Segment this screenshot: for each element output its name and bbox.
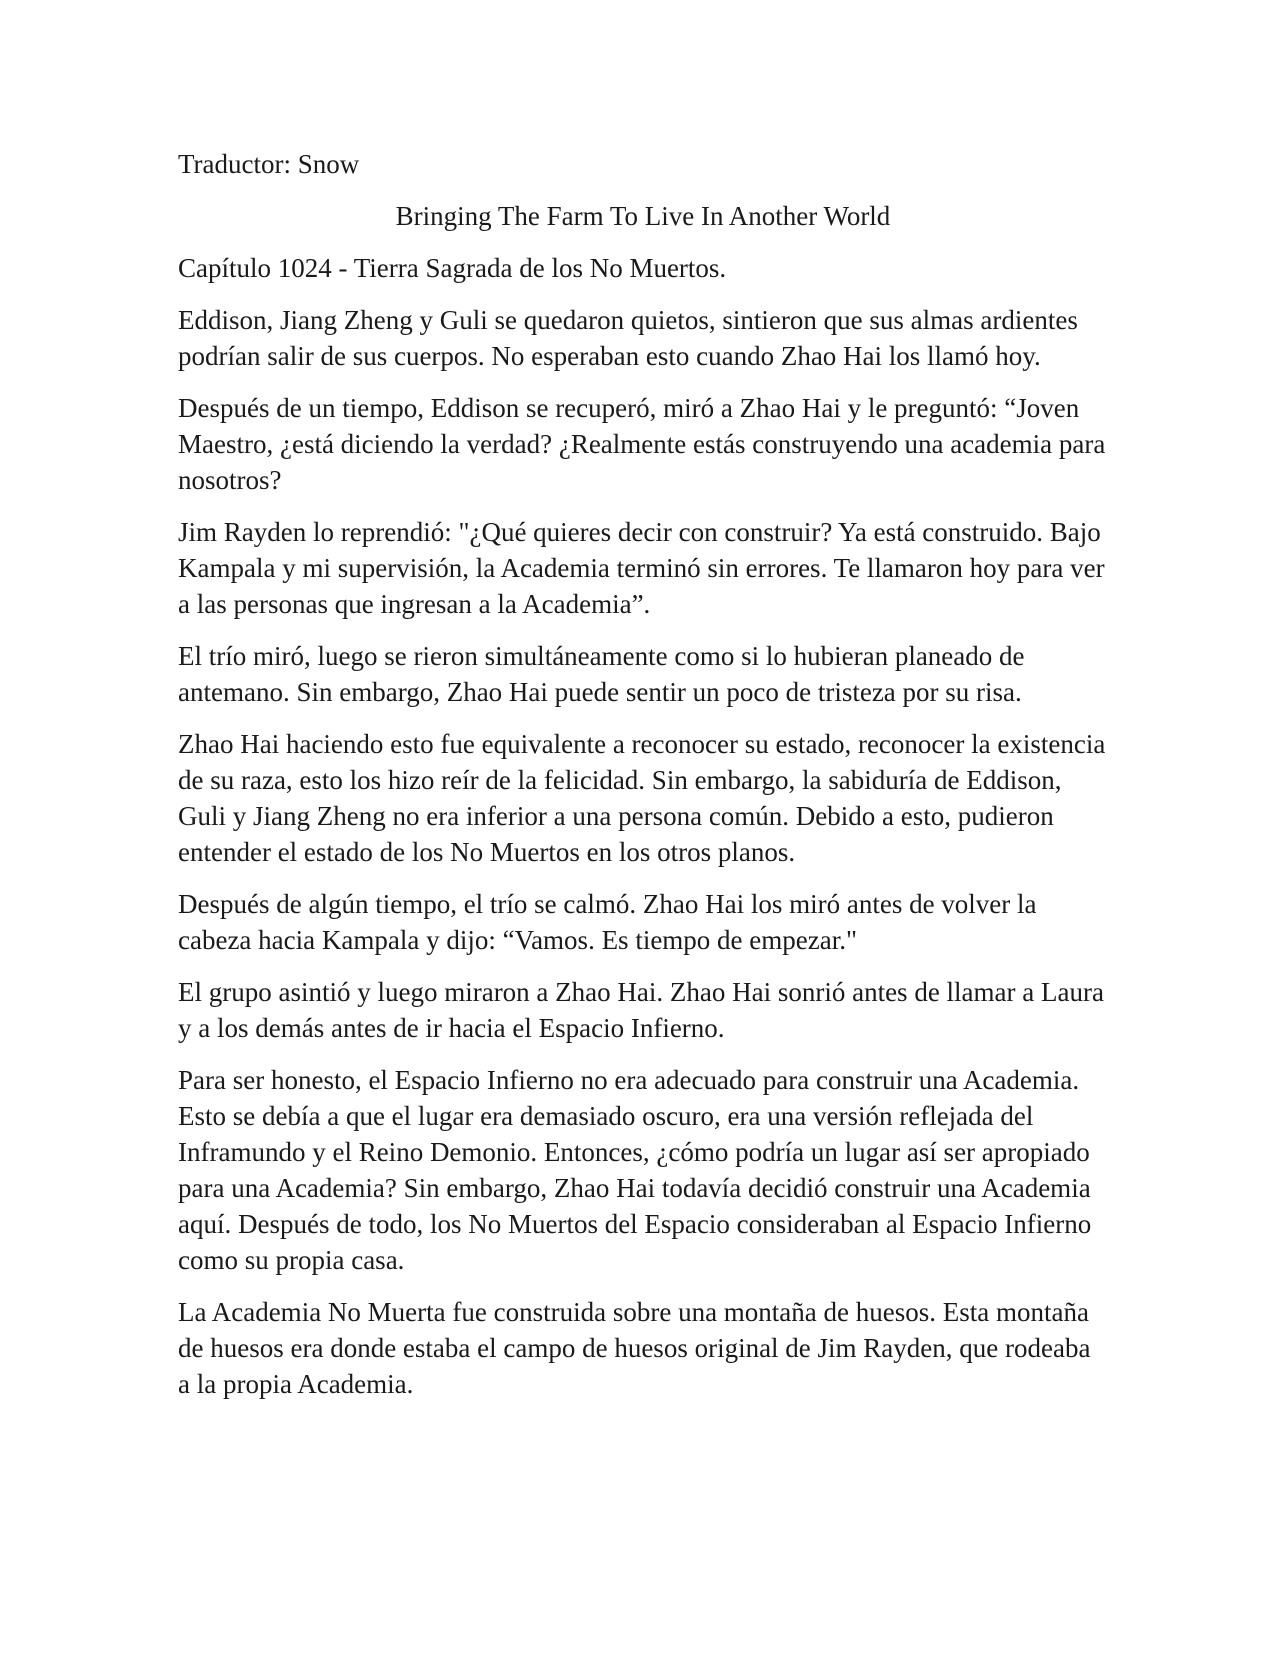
chapter-heading: Capítulo 1024 - Tierra Sagrada de los No Muertos. [178,253,727,283]
novel-title: Bringing The Farm To Live In Another World [395,201,891,231]
paragraph: Jim Rayden lo reprendió: "¿Qué quieres decir con construir? Ya está construido. Bajo Kampala y mi supervisión, la Academia terminó sin errores. Te llamaron hoy para ver a las personas que ingresan a la Academia”. [178,517,1105,619]
translator-credit: Traductor: Snow [178,149,360,179]
paragraph: Para ser honesto, el Espacio Infierno no era adecuado para construir una Academia. Esto se debía a que el lugar era demasiado oscuro, era una versión reflejada del Inframundo y el Reino Demonio. Entonces, ¿cómo podría un lugar así ser apropiado para una Academia? Sin embargo, Zhao Hai todavía decidió construir una Academia aquí. Después de todo, los No Muertos del Espacio consideraban al Espacio Infierno como su propia casa. [178,1065,1092,1275]
paragraph: Zhao Hai haciendo esto fue equivalente a reconocer su estado, reconocer la existencia de su raza, esto los hizo reír de la felicidad. Sin embargo, la sabiduría de Eddison, Guli y Jiang Zheng no era inferior a una persona común. Debido a esto, pudieron entender el estado de los No Muertos en los otros planos. [178,729,1106,867]
paragraph: Después de un tiempo, Eddison se recuperó, miró a Zhao Hai y le preguntó: “Joven Maestro, ¿está diciendo la verdad? ¿Realmente estás construyendo una academia para nosotros? [178,393,1106,495]
paragraph: El grupo asintió y luego miraron a Zhao Hai. Zhao Hai sonrió antes de llamar a Laura y a los demás antes de ir hacia el Espacio Infierno. [178,977,1104,1043]
document-body [178,146,1108,1418]
paragraph: Después de algún tiempo, el trío se calmó. Zhao Hai los miró antes de volver la cabeza hacia Kampala y dijo: “Vamos. Es tiempo de empezar." [178,889,1037,955]
paragraph: La Academia No Muerta fue construida sobre una montaña de huesos. Esta montaña de huesos era donde estaba el campo de huesos original de Jim Rayden, que rodeaba a la propia Academia. [178,1297,1091,1399]
paragraph: Eddison, Jiang Zheng y Guli se quedaron quietos, sintieron que sus almas ardientes podrían salir de sus cuerpos. No esperaban esto cuando Zhao Hai los llamó hoy. [178,305,1078,371]
paragraph: El trío miró, luego se rieron simultáneamente como si lo hubieran planeado de antemano. Sin embargo, Zhao Hai puede sentir un poco de tristeza por su risa. [178,641,1025,707]
